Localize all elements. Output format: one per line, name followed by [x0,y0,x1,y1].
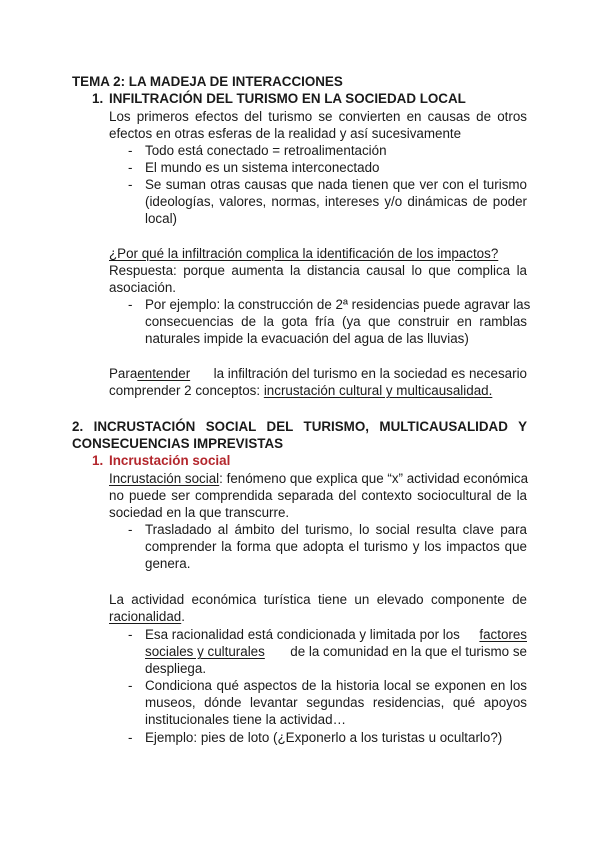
definition-line-1 [109,470,528,487]
activity-line-1: La actividad económica turística tiene un elevado componente de [109,592,527,607]
definition-line-2: no puede ser comprendida separada del contexto sociocultural de la [109,488,527,503]
rationality-bullet-line-2 [145,643,527,660]
activity-line-2 [109,608,185,625]
conditions-bullet-line-3: institucionales tiene la actividad… [145,712,346,727]
rationality-bullet-prefix: Esa racionalidad está condicionada y limitada por los [145,627,460,642]
bullet-other-causes-line-1: Se suman otras causas que nada tienen que ver con el turismo [145,177,527,192]
factors-term: factores [479,627,527,642]
bullet-connected: Todo está conectado = retroalimentación [145,143,387,158]
definition-term: Incrustación social [109,471,220,486]
paragraph-line-2-prefix: comprender 2 conceptos: [109,383,264,398]
bullet-other-causes-line-2: (ideologías, valores, normas, intereses y/o dinámicas de poder [145,194,527,209]
example-line-3: naturales impide la evacuación del agua de las lluvias) [145,331,469,346]
paragraph-line-1 [109,365,527,382]
definition-rest: : fenómeno que explica que “x” actividad económica [219,471,529,486]
document-title: TEMA 2: LA MADEJA DE INTERACCIONES [72,74,343,89]
definition-line-3: sociedad en la que transcurre. [109,505,290,520]
paragraph-suffix: la infiltración del turismo en la sociedad es necesario [213,366,527,381]
bullet-dash: - [128,678,133,693]
question-text: ¿Por qué la infiltración complica la identificación de los impactos? [109,246,499,261]
paragraph-line-2 [109,382,492,399]
section-2-heading-line-2: CONSECUENCIAS IMPREVISTAS [72,436,284,451]
example-line-2: consecuencias de la gota fría (ya que construir en ramblas [145,314,527,329]
bullet-dash: - [128,627,133,642]
answer-line-2: asociación. [109,280,176,295]
section-1-heading: INFILTRACIÓN DEL TURISMO EN LA SOCIEDAD LOCAL [109,91,466,106]
activity-line-2-period: . [181,609,185,624]
rationality-bullet-line-1 [145,626,527,643]
bullet-dash: - [128,177,133,192]
section-1-number: 1. [92,91,104,106]
rationality-term: racionalidad [109,609,182,624]
section-2-heading-line-1: 2. INCRUSTACIÓN SOCIAL DEL TURISMO, MULTICAUSALIDAD Y [72,419,527,434]
answer-line-1: Respuesta: porque aumenta la distancia causal lo que complica la [109,263,527,278]
bullet-dash: - [128,160,133,175]
bullet-system: El mundo es un sistema interconectado [145,160,380,175]
bullet-dash: - [128,143,133,158]
bullet-dash: - [128,297,133,312]
paragraph-line-2-concepts: incrustación cultural y multicausalidad. [263,383,493,398]
social-cultural-term: sociales y culturales [145,644,265,659]
example-line-1: Por ejemplo: la construcción de 2ª residencias puede agravar las [145,297,531,312]
paragraph-prefix: Para [109,366,138,381]
tourism-bullet-line-1: Trasladado al ámbito del turismo, lo social resulta clave para [145,522,527,537]
section-1-intro-line-2: efectos en otras esferas de la realidad y así sucesivamente [109,126,462,141]
subsection-heading: Incrustación social [109,453,231,468]
subsection-number: 1. [92,453,104,468]
bullet-dash: - [128,522,133,537]
bullet-other-causes-line-3: local) [145,211,177,226]
conditions-bullet-line-2: museos, dónde levantar segundas residencias, qué apoyos [145,695,527,710]
bullet-dash: - [128,730,133,745]
paragraph-underlined-word: entender [137,366,191,381]
tourism-bullet-line-2: comprender la forma que adopta el turismo y los impactos que [145,539,527,554]
conditions-bullet-line-1: Condiciona qué aspectos de la historia local se exponen en los [145,678,527,693]
rationality-bullet-line-3: despliega. [145,661,207,676]
section-1-intro-line-1: Los primeros efectos del turismo se convierten en causas de otros [109,109,527,124]
tourism-bullet-line-3: genera. [145,556,191,571]
rationality-bullet-suffix: de la comunidad en la que el turismo se [290,644,527,659]
example-lotus-feet: Ejemplo: pies de loto (¿Exponerlo a los turistas u ocultarlo?) [145,730,503,745]
